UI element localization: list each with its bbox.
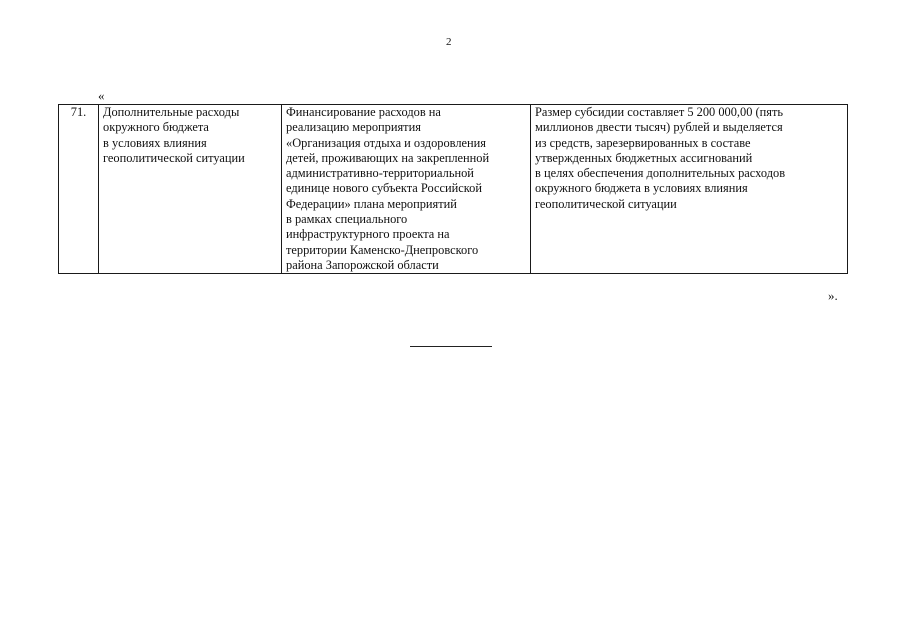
financing-purpose: Финансирование расходов на реализацию мероприятия «Организация отдыха и оздоровления детей, проживающих на закрепленной административно-территориальной единице нового субъекта Российской Федерации» плана мероприятий в рамках специального инфраструктурного проекта на территории Каменско-Днепровского района Запорожской области [286,105,490,272]
row-number: 71. [70,105,87,119]
closing-quote-mark: ». [828,288,838,303]
description-cell [99,105,282,274]
row-number-cell [59,105,99,274]
opening-quote-mark: « [98,88,105,103]
expenditure-table [58,104,848,274]
subsidy-terms: Размер субсидии составляет 5 200 000,00 (пять миллионов двести тысяч) рублей и выделяется из средств, зарезервированных в составе утвержденных бюджетных ассигнований в целях обеспечения дополнительных расходов окружного бюджета в условиях влияния геополитической ситуации [535,105,786,211]
page-number: 2 [446,36,452,48]
expense-description: Дополнительные расходы окружного бюджета в условиях влияния геополитической ситуации [103,105,245,165]
end-of-document-rule [410,346,492,347]
table-row [59,105,848,274]
terms-cell [531,105,848,274]
purpose-cell [282,105,531,274]
